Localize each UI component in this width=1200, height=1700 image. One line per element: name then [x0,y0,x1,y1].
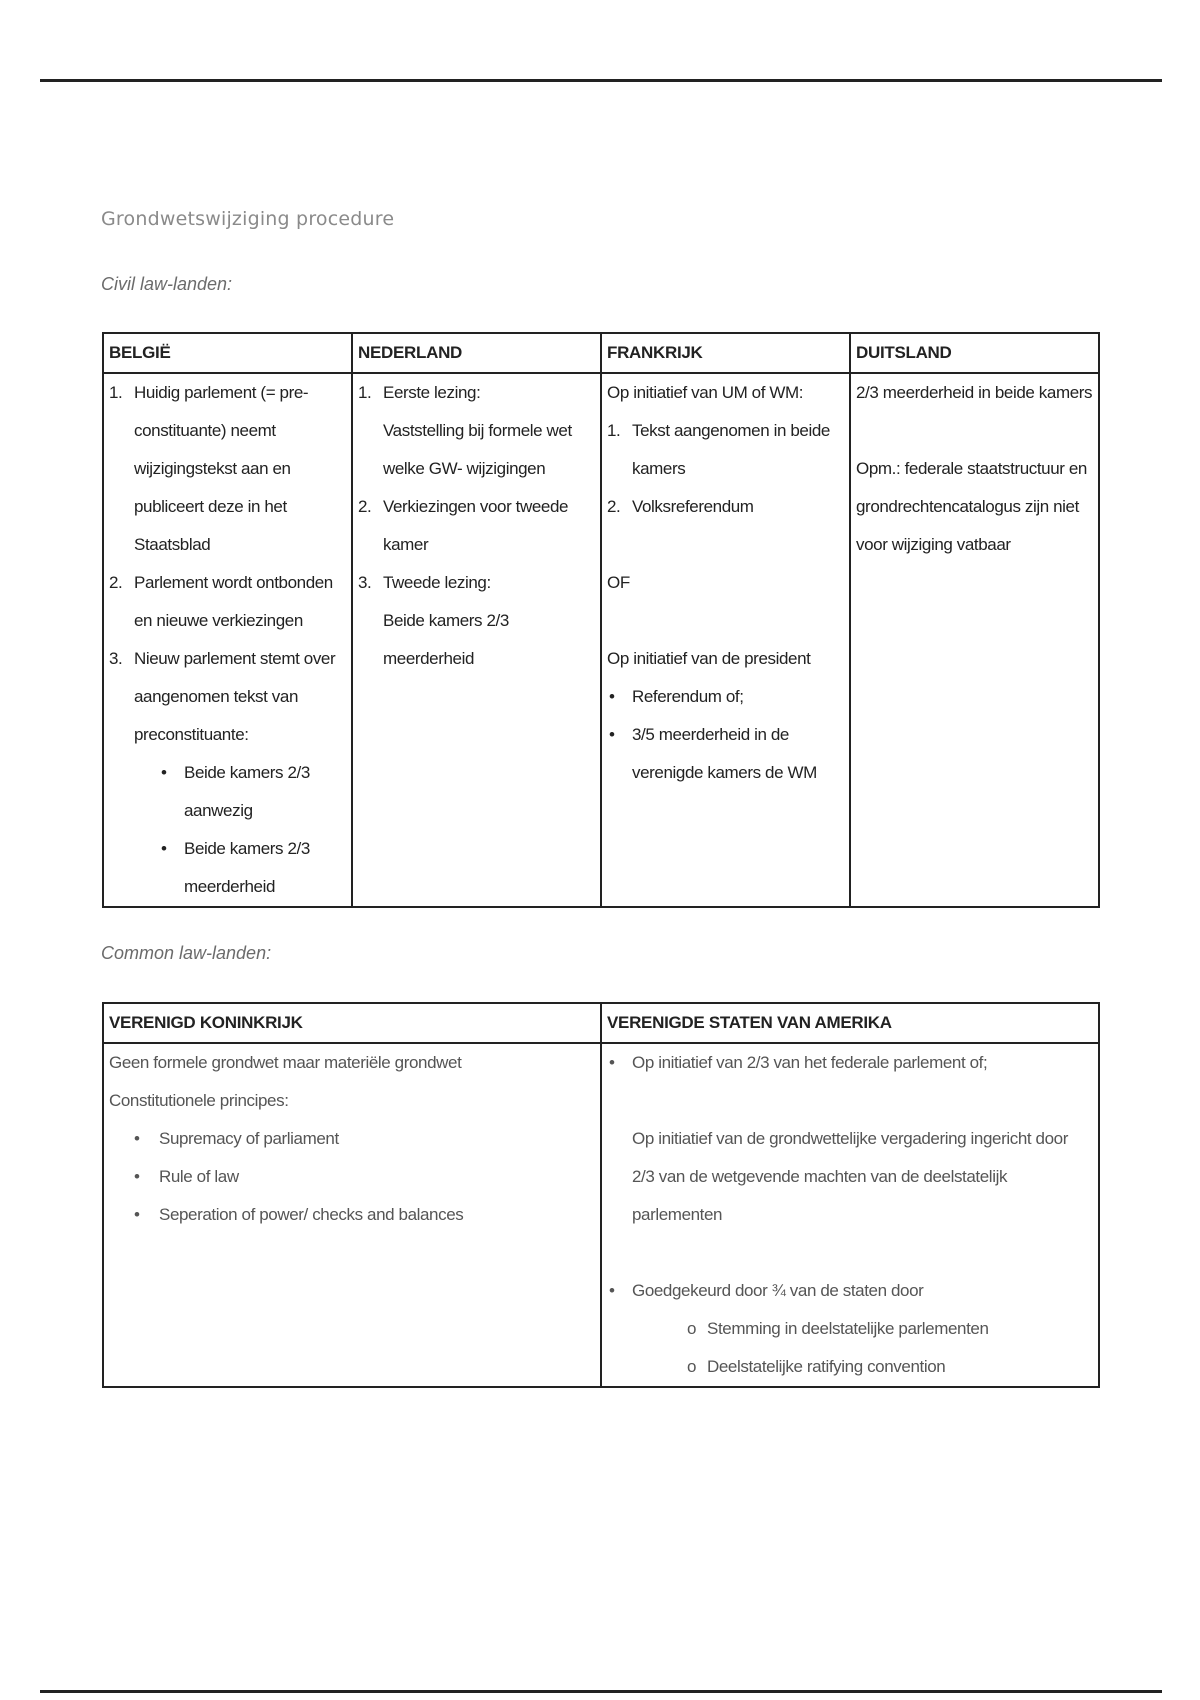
header-duitsland: DUITSLAND [850,333,1099,373]
cell-uk [103,1043,601,1387]
bullet-item: • Referendum of; [609,687,744,706]
header-rule [40,79,1162,82]
list-item-detail: Beide kamers 2/3 meerderheid [383,611,509,668]
cell-duitsland [850,373,1099,907]
spacer [856,412,1093,450]
duitsland-line: 2/3 meerderheid in beide kamers [856,383,1093,402]
header-belgie: BELGIË [103,333,352,373]
list-item: 3. Tweede lezing: Beide kamers 2/3 meerderheid [358,573,509,668]
common-header-row [103,1003,1099,1043]
list-item-text: Volksreferendum [632,497,754,516]
list-item-text: Nieuw parlement stemt over aangenomen tekst van preconstituante: [134,649,336,744]
spacer [607,602,844,640]
bullet-item-text: Referendum of; [632,687,744,706]
common-law-table [102,1002,1100,1388]
uk-line-2: Constitutionele principes: [109,1091,289,1110]
list-item: 1. Eerste lezing: Vaststelling bij formele wet welke GW- wijzigingen [358,383,572,478]
bullet-item-text: Op initiatief van 2/3 van het federale parlement of; [632,1053,988,1072]
civil-header-row [103,333,1099,373]
sub-list-item-text: Beide kamers 2/3 aanwezig [184,763,310,820]
bullet-item-text: 3/5 meerderheid in de verenigde kamers de WM [632,725,817,782]
list-item-text: Verkiezingen voor tweede kamer [383,497,569,554]
bullet-item-text: Seperation of power/ checks and balances [159,1205,464,1224]
list-item-text: Huidig parlement (= pre-constituante) neemt wijzigingstekst aan en publiceert deze in het Staatsblad [134,383,309,554]
civil-law-table [102,332,1100,908]
cell-usa [601,1043,1099,1387]
civil-body-row [103,373,1099,907]
bullet-item: • Goedgekeurd door ¾ van de staten door [609,1281,924,1300]
duitsland-note: Opm.: federale staatstructuur en grondrechtencatalogus zijn niet voor wijziging vatbaar [856,459,1087,554]
sub-list-item-text: Beide kamers 2/3 meerderheid [184,839,310,896]
list-item: 3. Nieuw parlement stemt over aangenomen tekst van preconstituante: [109,649,336,744]
sub-list-item: • Beide kamers 2/3 meerderheid [161,839,310,896]
sub-list-item: o Stemming in deelstatelijke parlementen [687,1319,989,1338]
header-uk: VERENIGD KONINKRIJK [103,1003,601,1043]
sub-list-item-text: Stemming in deelstatelijke parlementen [707,1319,989,1338]
bullet-item: • Supremacy of parliament [134,1129,339,1148]
list-item-text: Eerste lezing: [383,383,481,402]
list-item: 2. Verkiezingen voor tweede kamer [358,497,569,554]
bullet-item: • 3/5 meerderheid in de verenigde kamers de WM [609,725,817,782]
header-nederland: NEDERLAND [352,333,601,373]
usa-paragraph: Op initiatief van de grondwettelijke vergadering ingericht door 2/3 van de wetgevende machten van de deelstatelijk parlementen [632,1129,1068,1224]
footer-rule [40,1690,1162,1693]
bullet-item: • Op initiatief van 2/3 van het federale parlement of; [609,1053,988,1072]
list-item: 1. Huidig parlement (= pre-constituante) neemt wijzigingstekst aan en publiceert deze in het Staatsblad [109,383,309,554]
common-law-label: Common law-landen: [101,943,272,963]
header-usa: VERENIGDE STATEN VAN AMERIKA [601,1003,1099,1043]
bullet-item-text: Rule of law [159,1167,239,1186]
cell-belgie [103,373,352,907]
bullet-item-text: Supremacy of parliament [159,1129,339,1148]
common-body-row [103,1043,1099,1387]
civil-law-label: Civil law-landen: [101,274,233,294]
frankrijk-intro: Op initiatief van UM of WM: [607,383,804,402]
uk-line-1: Geen formele grondwet maar materiële grondwet [109,1053,462,1072]
bullet-item: • Rule of law [134,1167,239,1186]
list-item-text: Tekst aangenomen in beide kamers [632,421,830,478]
spacer [607,1082,1093,1120]
bullet-item: • Seperation of power/ checks and balances [134,1205,464,1224]
list-item-text: Tweede lezing: [383,573,491,592]
list-item: 2. Volksreferendum [607,497,754,516]
spacer [607,526,844,564]
list-item: 1. Tekst aangenomen in beide kamers [607,421,830,478]
list-item: 2. Parlement wordt ontbonden en nieuwe verkiezingen [109,573,333,630]
frankrijk-intro-2: Op initiatief van de president [607,649,811,668]
header-frankrijk: FRANKRIJK [601,333,850,373]
cell-nederland [352,373,601,907]
sub-list-item: • Beide kamers 2/3 aanwezig [161,763,310,820]
frankrijk-or: OF [607,573,630,592]
list-item-text: Parlement wordt ontbonden en nieuwe verkiezingen [134,573,333,630]
page-heading: Grondwetswijziging procedure [101,208,395,230]
sub-list-item-text: Deelstatelijke ratifying convention [707,1357,946,1376]
spacer [607,1234,1093,1272]
list-item-detail: Vaststelling bij formele wet welke GW- wijzigingen [383,421,572,478]
sub-list-item: o Deelstatelijke ratifying convention [687,1357,946,1376]
bullet-item-text: Goedgekeurd door ¾ van de staten door [632,1281,924,1300]
cell-frankrijk [601,373,850,907]
